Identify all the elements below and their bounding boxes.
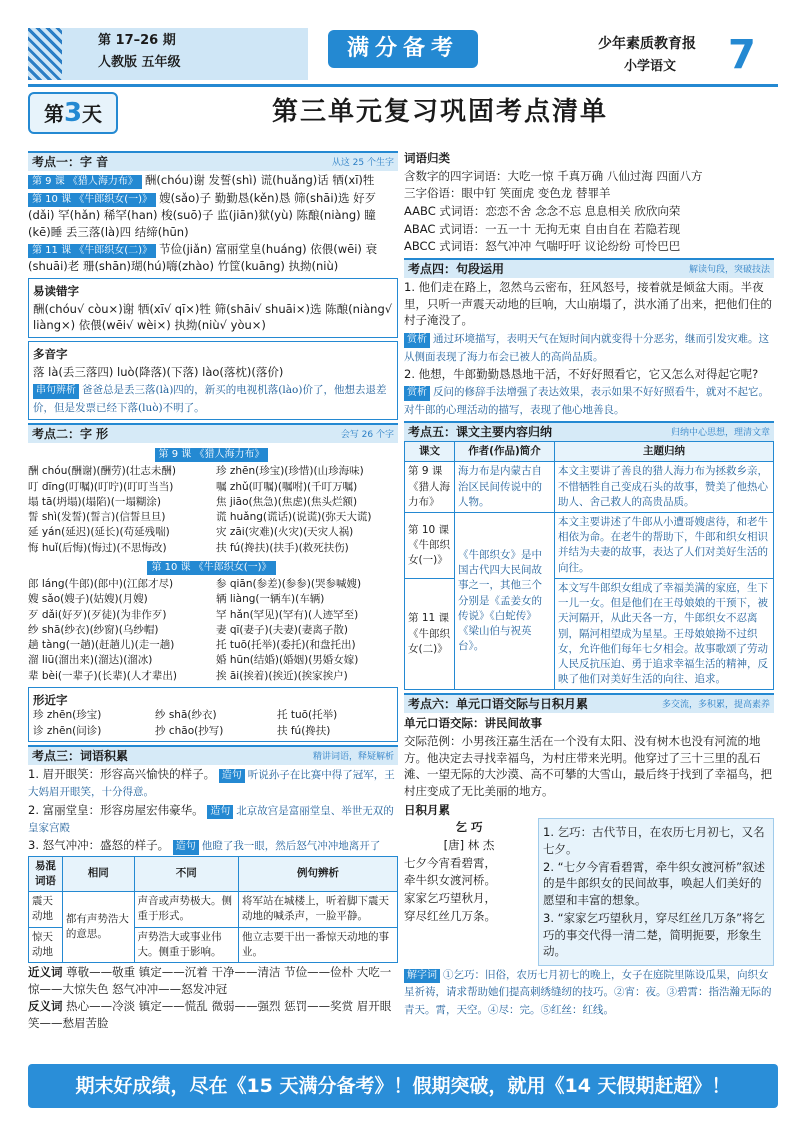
summary-table [404, 441, 774, 690]
table-row [405, 513, 774, 579]
example-sentence: 他瞪了我一眼，然后怒气冲冲地离开了 [201, 840, 381, 853]
easy-mistake-text: 酬(chóu√ còu×)谢 牺(xī√ qī×)牲 筛(shāi√ shuāi×)选 陈酿(niàng√ liàng×) 依偎(wēi√ wèi×) 执拗(niù√ yòu×) [33, 301, 393, 333]
example-sentence: 听说孙子在比赛中得了冠军，王大妈眉开眼笑，十分得意。 [28, 768, 395, 799]
glyph-entry: 抄 chāo(抄写) [155, 724, 224, 737]
similar-glyph-grid [33, 708, 393, 738]
glyph-entry: 延 yán(延迟)(延长)(苟延残喘) [28, 526, 170, 539]
table-cell: 声势浩大或事业伟大。侧重于影响。 [134, 927, 238, 962]
sentence-analysis: 通过环境描写，表明天气在短时间内就变得十分恶劣，继而引发灾难。这从侧面表现了海力布会已被人的高尚品质。 [404, 333, 769, 363]
glyph-entry: 趟 tàng(一趟)(赶趟儿)(走一趟) [28, 639, 175, 652]
tag-label: 串句辨析 [33, 384, 79, 399]
table-header: 易混词语 [29, 856, 63, 891]
tag-label: 造句 [219, 769, 245, 784]
page-title: 第三单元复习巩固考点清单 [271, 97, 608, 127]
footer-banner: 期末好成绩，尽在《15 天满分备考》！假期突破，就用《14 天假期赶超》！ [28, 1064, 778, 1108]
vocab-item: 2. 富丽堂皇：形容房屋宏伟豪华。 [28, 802, 204, 817]
tag-label: 造句 [207, 805, 233, 820]
glyph-entry: 灾 zāi(灾难)(火灾)(天灾人祸) [216, 526, 354, 539]
section-tip: 精讲词语，释疑解析 [312, 751, 394, 762]
tag-label: 造句 [173, 840, 199, 855]
table-cell: 惊天动地 [29, 927, 63, 962]
glyph-entry: 托 tuō(托举) [277, 709, 338, 722]
table-header: 相同 [62, 856, 134, 891]
section-tip: 从这 25 个生字 [331, 158, 394, 168]
glyph-entry: 扶 fú(搀扶) [277, 724, 331, 737]
oral-example: 交际范例：小男孩汪嘉生活在一个没有太阳、没有树木也没有河流的地方。他决定去寻找幸福鸟，为村庄带来光明。他穿过了三十三里的乱石滩、一望无际的大沙漠、高不可攀的大雪山，最后终于找到了幸福鸟，把村庄变成了无比美丽的地方。 [404, 734, 772, 799]
table-cell: 第 10 课《牛郎织女(一)》 [405, 513, 455, 579]
subject-label: 小学语文 [624, 59, 677, 74]
subsection-title: 形近字 [33, 692, 68, 707]
lesson-text: 酬(chóu)谢 发誓(shì) 谎(huǎng)话 牺(xī)牲 [144, 173, 375, 187]
confusing-words-table [28, 856, 398, 963]
glyph-entry: 塌 tā(坍塌)(塌陷)(一塌糊涂) [28, 495, 161, 508]
tag-label: 赏析 [404, 386, 430, 401]
glyph-entry: 嘱 zhǔ(叮嘱)(嘱咐)(千叮万嘱) [216, 480, 358, 493]
section-tip: 会写 26 个字 [340, 430, 394, 441]
glyph-entry: 溜 liū(溜出来)(溜达)(溜冰) [28, 654, 153, 667]
glyph-entry: 诊 zhēn(问诊) [33, 724, 102, 737]
poem-note: 2. “七夕今宵看碧霄，牵牛织女渡河桥”叙述的是牛郎织女的民间故事，唤起人们美好的愿望和丰富的想象。 [543, 859, 766, 908]
page-number: 7 [728, 32, 756, 78]
glyph-entry: 酬 chóu(酬谢)(酬劳)(壮志未酬) [28, 465, 176, 478]
glyph-entry: 扶 fú(搀扶)(扶手)(救死扶伤) [216, 541, 349, 554]
poem-title: 乞 巧 [455, 820, 483, 835]
table-header: 课文 [405, 442, 455, 462]
section-title: 考点六：单元口语交际与日积月累 [408, 697, 589, 712]
glyph-entry: 妻 qī(妻子)(夫妻)(妻离子散) [216, 623, 348, 636]
glyph-entry: 婚 hūn(结婚)(婚姻)(男婚女嫁) [216, 654, 359, 667]
lesson-text: 节俭(jiǎn) 富丽堂皇(huáng) 依偎(wēi) 衰(shuāi)老 珊(shān)瑚(hú)嗨(zhào) 竹筐(kuāng) 执拗(niù) [28, 242, 378, 274]
lesson-tag: 第 11 课 《牛郎织女(二)》 [28, 244, 156, 258]
antonym-label: 反义词 [28, 999, 63, 1014]
glyph-entry: 辈 bèi(一辈子)(长辈)(人才辈出) [28, 669, 177, 682]
table-cell: 《牛郎织女》是中国古代四大民间故事之一，其他三个分别是《孟姜女的传说》《白蛇传》《梁山伯与祝英台》。 [455, 513, 555, 690]
header-stripe [28, 28, 62, 80]
poem-line: 穿尽红丝几万条。 [404, 908, 496, 923]
glyph-entry: 焦 jiāo(焦急)(焦虑)(焦头烂额) [216, 495, 358, 508]
table-cell: 他立志要干出一番惊天动地的事业。 [238, 927, 397, 962]
sentence-analysis: 反问的修辞手法增强了表达效果，表示如果不好好照看牛，就对不起它。对牛郎的心理活动的描写，表现了他心地善良。 [404, 386, 769, 416]
table-cell: 震天动地 [29, 892, 63, 927]
polyphone-box [28, 341, 398, 420]
right-column [404, 148, 774, 1019]
word-category-line: ABAC 式词语：一五一十 无拘无束 自由自在 若隐若现 [404, 221, 681, 236]
word-explanation: ①乞巧：旧俗，农历七月初七的晚上，女子在庭院里陈设瓜果，向织女星祈祷，请求帮助她们提高刺绣缝纫的技巧。②宵：夜。③碧霄：指浩瀚无际的青天。霄，天空。④尽：完。⑤红丝：红线。 [404, 968, 772, 1016]
poem-line: 牵牛织女渡河桥。 [404, 873, 496, 888]
paper-name: 少年素质教育报 [598, 36, 696, 52]
synonym-text: 尊敬——敬重 镇定——沉着 干净——清洁 节俭——俭朴 大吃一惊——大惊失色 怒气冲冲——怒发冲冠 [28, 965, 392, 996]
edition-label: 人教版 五年级 [98, 55, 181, 70]
table-header: 不同 [134, 856, 238, 891]
word-category-line: 三字俗语：眼中钉 笑面虎 变色龙 替罪羊 [404, 186, 611, 201]
day-number: 3 [63, 98, 83, 128]
sentence-question: 1. 他们走在路上，忽然乌云密布，狂风怒号，接着就是倾盆大雨。半夜里，只听一声震天动地的巨响，大山崩塌了，洪水涌了出来，把他们住的村子淹没了。 [404, 280, 772, 328]
glyph-entry: 珍 zhēn(珍宝) [33, 709, 102, 722]
table-cell: 声音或声势极大。侧重于形式。 [134, 892, 238, 927]
table-header: 主题归纳 [555, 442, 774, 462]
subsection-title: 易读错字 [33, 284, 79, 299]
table-header: 例句辨析 [238, 856, 397, 891]
lesson-tag: 第 9 课 《猎人海力布》 [155, 448, 269, 462]
vocab-item: 1. 眉开眼笑：形容高兴愉快的样子。 [28, 766, 216, 781]
word-category-line: ABCC 式词语：怒气冲冲 气喘吁吁 议论纷纷 可怜巴巴 [404, 239, 681, 254]
glyph-entry: 歹 dǎi(好歹)(歹徒)(为非作歹) [28, 608, 167, 621]
glyph-entry: 挨 āi(挨着)(挨近)(挨家挨户) [216, 669, 348, 682]
header-rule [28, 84, 778, 87]
synonym-label: 近义词 [28, 965, 63, 980]
glyph-entry: 悔 huǐ(后悔)(悔过)(不思悔改) [28, 541, 167, 554]
word-category-line: AABC 式词语：恋恋不舍 念念不忘 息息相关 欣欣向荣 [404, 204, 681, 219]
day-badge [28, 92, 118, 134]
table-cell: 第 9 课《猎人海力布》 [405, 462, 455, 513]
lesson-tag: 第 10 课 《牛郎织女(一)》 [147, 561, 275, 575]
section-title: 考点一：字 音 [32, 155, 109, 169]
subsection-title: 多音字 [33, 347, 68, 362]
glyph-entry: 谎 huǎng(谎话)(说谎)(弥天大谎) [216, 511, 372, 524]
section-vocab [28, 745, 398, 765]
section-oral [404, 693, 774, 713]
polyphone-text: 落 là(丢三落四) luò(降落)(下落) lào(落枕)(落价) [33, 364, 284, 379]
table-cell: 海力布是内蒙古自治区民间传说中的人物。 [455, 462, 555, 513]
section-summary [404, 421, 774, 441]
glyph-entry: 纱 shā(纱衣)(纱窗)(乌纱帽) [28, 623, 159, 636]
glyph-entry: 纱 shā(纱衣) [155, 709, 217, 722]
section-tip: 解读句段，突破技法 [688, 265, 770, 276]
easy-mistake-box [28, 278, 398, 338]
section-title: 考点三：词语积累 [32, 748, 129, 763]
table-row [29, 892, 398, 927]
glyph-entry: 嫂 sǎo(嫂子)(姑嫂)(月嫂) [28, 593, 148, 606]
example-sentence: 北京故宫是富丽堂皇、举世无双的皇家宫殿 [28, 804, 394, 835]
poem-line: 家家乞巧望秋月， [404, 891, 496, 906]
poem-author: [唐] 林 杰 [443, 838, 495, 853]
poem-line: 七夕今宵看碧霄， [404, 855, 496, 870]
antonym-text: 热心——冷淡 镇定——慌乱 微弱——强烈 惩罚——奖赏 眉开眼笑——愁眉苦脸 [28, 999, 392, 1031]
table-cell: 都有声势浩大的意思。 [62, 892, 134, 963]
lesson-text: 嫂(sǎo)子 勤勤恳(kěn)恳 筛(shāi)选 好歹(dǎi) 罕(hǎn) 稀罕(han) 梭(suō)子 监(jiān)狱(yù) 陈酿(niàng) 瞳(kē)睡 丢三落(là)四 结缔(hūn) [28, 191, 377, 239]
page-header [28, 28, 778, 90]
table-cell: 本文写牛郎织女组成了幸福美满的家庭，生下一儿一女。但是他们在王母娘娘的干预下，被天河隔开，从此天各一方，牛郎织女不忍离别，隔河相望成为星星。王母娘娘拗不过织女，允许他们每年七夕相会。故事歌颂了劳动人民反抗压迫、勇于追求幸福生活的精神，反映了他们对美好生活的向往、追求。 [555, 578, 774, 690]
sentence-question: 2. 他想，牛郎勤勤恳恳地干活，不好好照看它，它又怎么对得起它呢? [404, 366, 759, 381]
glyph-grid-lesson9 [28, 464, 398, 555]
table-cell: 第 11 课《牛郎织女(二)》 [405, 578, 455, 690]
word-category-title: 词语归类 [404, 151, 450, 165]
left-column [28, 148, 398, 1033]
section-glyph [28, 423, 398, 443]
section-sentence [404, 258, 774, 278]
glyph-entry: 辆 liàng(一辆车)(车辆) [216, 593, 325, 606]
section-title: 考点二：字 形 [32, 427, 109, 442]
word-category-line: 含数字的四字词语：大吃一惊 千真万确 八仙过海 四面八方 [404, 168, 703, 183]
table-row [405, 462, 774, 513]
poem-notes-box [538, 818, 774, 965]
poem-note: 3. “家家乞巧望秋月，穿尽红丝几万条”将乞巧的事交代得一清二楚，简明扼要，形象生动。 [543, 910, 766, 959]
table-header: 作者(作品)简介 [455, 442, 555, 462]
issue-number: 第 17–26 期 [98, 33, 176, 48]
table-cell: 本文主要讲了善良的猎人海力布为拯救乡亲，不惜牺牲自己变成石头的故事，赞美了他热心助人、舍己救人的高贵品质。 [555, 462, 774, 513]
subsection-title: 单元口语交际：讲民间故事 [404, 716, 542, 731]
lesson-tag: 第 9 课 《猎人海力布》 [28, 175, 142, 189]
glyph-entry: 誓 shì(发誓)(誓言)(信誓旦旦) [28, 511, 166, 524]
day-prefix: 第 [43, 102, 64, 126]
poem-note: 1. 乞巧：古代节日，在农历七月初七，又名七夕。 [543, 825, 765, 857]
slogan-banner: 满分备考 [328, 30, 478, 68]
tag-label: 解字词 [404, 969, 440, 984]
vocab-item: 3. 怒气冲冲：盛怒的样子。 [28, 838, 170, 853]
section-pronunciation [28, 151, 398, 171]
table-cell: 本文主要讲述了牛郎从小遭哥嫂虐待，和老牛相依为命。在老牛的帮助下，牛郎和织女相识并结为夫妻的故事，表达了人们对美好生活的向往。 [555, 513, 774, 579]
glyph-entry: 叮 dīng(叮嘱)(叮咛)(叮叮当当) [28, 480, 174, 493]
glyph-entry: 托 tuō(托举)(委托)(和盘托出) [216, 639, 356, 652]
subsection-title: 日积月累 [404, 802, 450, 817]
glyph-entry: 郎 láng(牛郎)(郎中)(江郎才尽) [28, 578, 174, 591]
day-suffix: 天 [82, 102, 103, 126]
sentence-analysis: 爸爸总是丢三落(là)四的，新买的电视机落(lào)价了，他想去退差价，但是发票已经下落(luò)不明了。 [33, 384, 387, 414]
table-cell: 将军站在城楼上，听着脚下震天动地的喊杀声，一脸平静。 [238, 892, 397, 927]
section-title: 考点五：课文主要内容归纳 [408, 425, 553, 440]
lesson-tag: 第 10 课 《牛郎织女(一)》 [28, 193, 156, 207]
glyph-entry: 珍 zhēn(珍宝)(珍惜)(山珍海味) [216, 465, 364, 478]
section-tip: 多交流，多积累，提高素养 [661, 700, 770, 711]
glyph-grid-lesson10 [28, 577, 398, 684]
section-title: 考点四：句段运用 [408, 262, 505, 277]
glyph-entry: 罕 hǎn(罕见)(罕有)(人迹罕至) [216, 608, 359, 621]
similar-glyph-box [28, 687, 398, 742]
tag-label: 赏析 [404, 333, 430, 348]
section-tip: 归纳中心思想，理清文章 [670, 428, 770, 439]
glyph-entry: 参 qiān(参差)(参参)(哭参喊嫂) [216, 578, 362, 591]
